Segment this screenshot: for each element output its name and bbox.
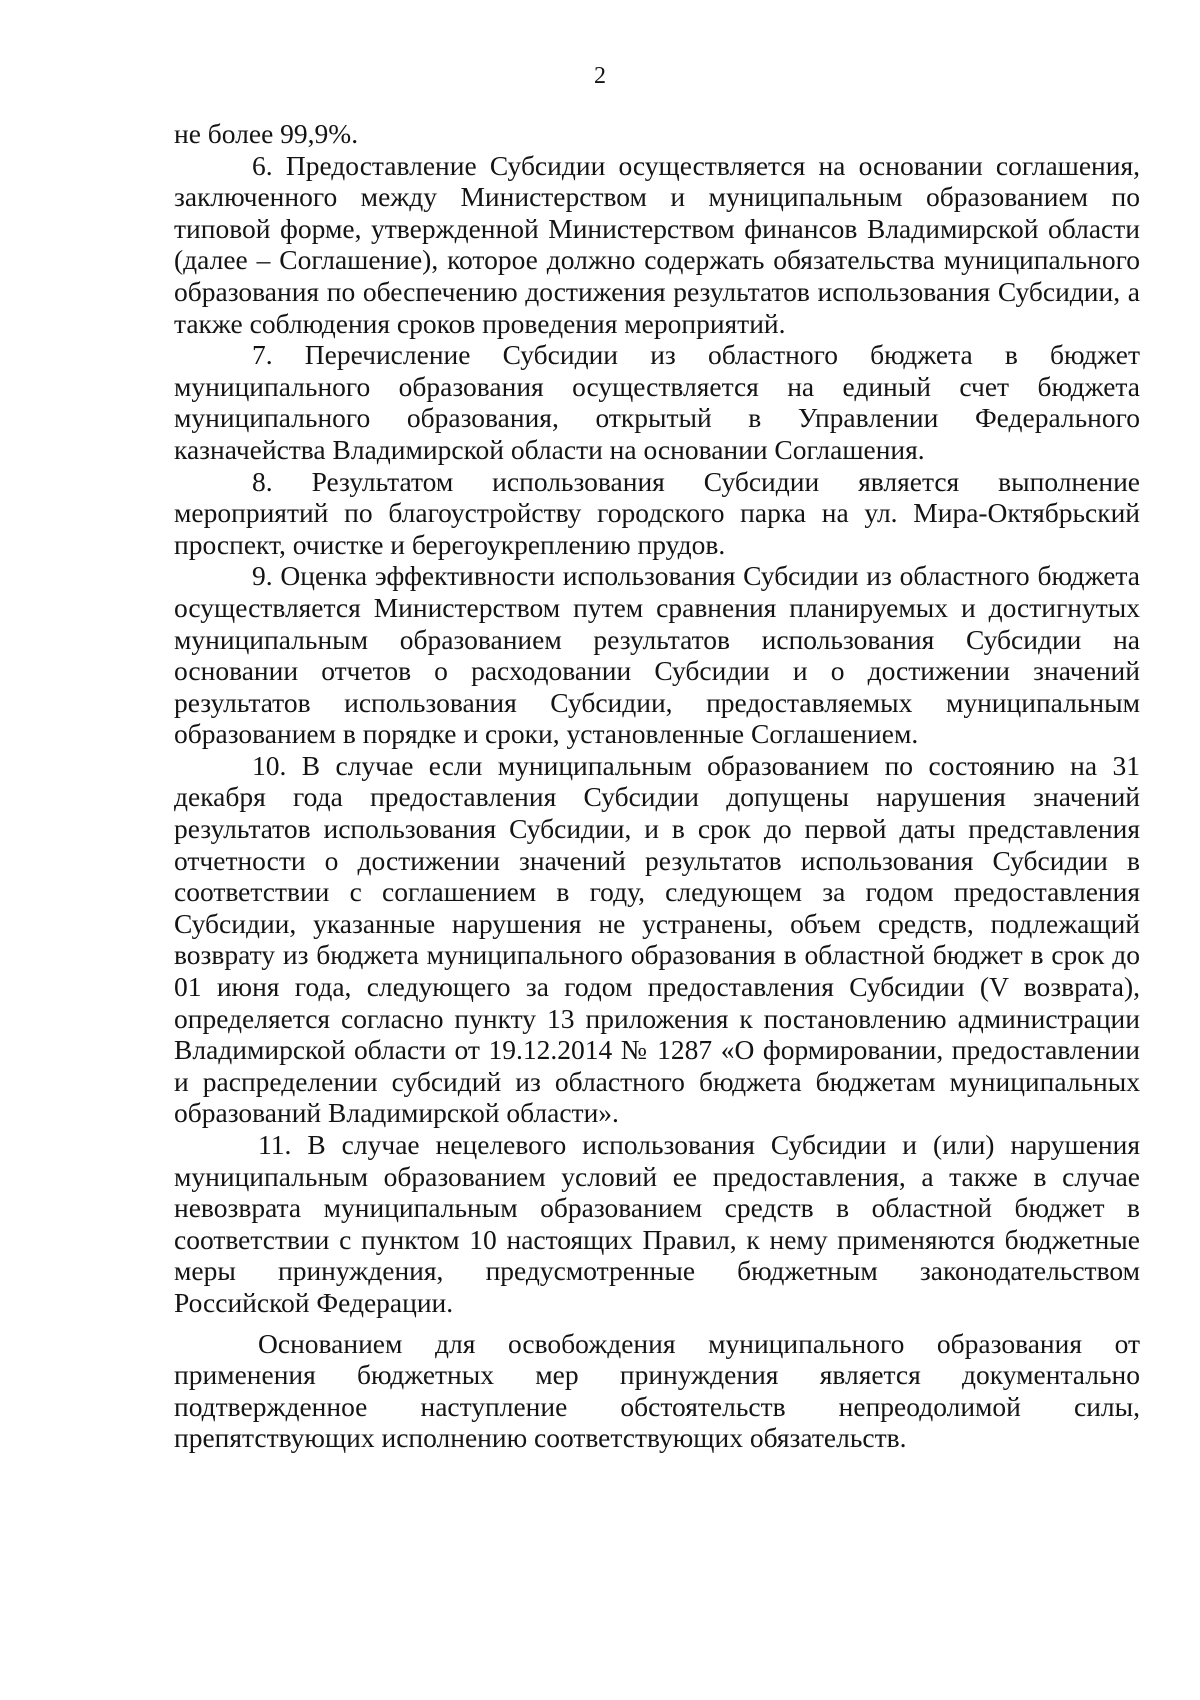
- paragraph-11: 11. В случае нецелевого использования Субсидии и (или) нарушения муниципальным образованием условий ее предоставления, а также в случае невозврата муниципальным образованием средств в областной бюджет в соответствии с пунктом 10 настоящих Правил, к нему применяются бюджетные меры принуждения, предусмотренные бюджетным законодательством Российской Федерации.: [174, 1129, 1140, 1318]
- paragraph-7: 7. Перечисление Субсидии из областного бюджета в бюджет муниципального образования осуществляется на единый счет бюджета муниципального образования, открытый в Управлении Федерального казначейства Владимирской области на основании Соглашения.: [174, 339, 1140, 465]
- paragraph-9: 9. Оценка эффективности использования Субсидии из областного бюджета осуществляется Министерством путем сравнения планируемых и достигнутых муниципальным образованием результатов использования Субсидии на основании отчетов о расходовании Субсидии и о достижении значений результатов использования Субсидии, предоставляемых муниципальным образованием в порядке и сроки, установленные Соглашением.: [174, 560, 1140, 750]
- paragraph-6: 6. Предоставление Субсидии осуществляется на основании соглашения, заключенного между Министерством и муниципальным образованием по типовой форме, утвержденной Министерством финансов Владимирской области (далее – Соглашение), которое должно содержать обязательства муниципального образования по обеспечению достижения результатов использования Субсидии, а также соблюдения сроков проведения мероприятий.: [174, 149, 1140, 339]
- paragraph-10: 10. В случае если муниципальным образованием по состоянию на 31 декабря года предоставления Субсидии допущены нарушения значений результатов использования Субсидии, и в срок до первой даты представления отчетности о достижении значений результатов использования Субсидии в соответствии с соглашением в году, следующем за годом предоставления Субсидии, указанные нарушения не устранены, объем средств, подлежащий возврату из бюджета муниципального образования в областной бюджет в срок до 01 июня года, следующего за годом предоставления Субсидии (V возврата), определяется согласно пункту 13 приложения к постановлению администрации Владимирской области от 19.12.2014 № 1287 «О формировании, предоставлении и распределении субсидий из областного бюджета бюджетам муниципальных образований Владимирской области».: [174, 749, 1140, 1129]
- page-number: 2: [594, 63, 606, 89]
- document-body: [174, 118, 1140, 1454]
- paragraph-8: 8. Результатом использования Субсидии является выполнение мероприятий по благоустройству городского парка на ул. Мира-Октябрьский проспект, очистке и берегоукреплению прудов.: [174, 465, 1140, 560]
- paragraph-continuation: не более 99,9%.: [174, 118, 359, 149]
- paragraph-force-majeure: Основанием для освобождения муниципального образования от применения бюджетных мер принуждения является документально подтвержденное наступление обстоятельств непреодолимой силы, препятствующих исполнению соответствующих обязательств.: [174, 1327, 1140, 1454]
